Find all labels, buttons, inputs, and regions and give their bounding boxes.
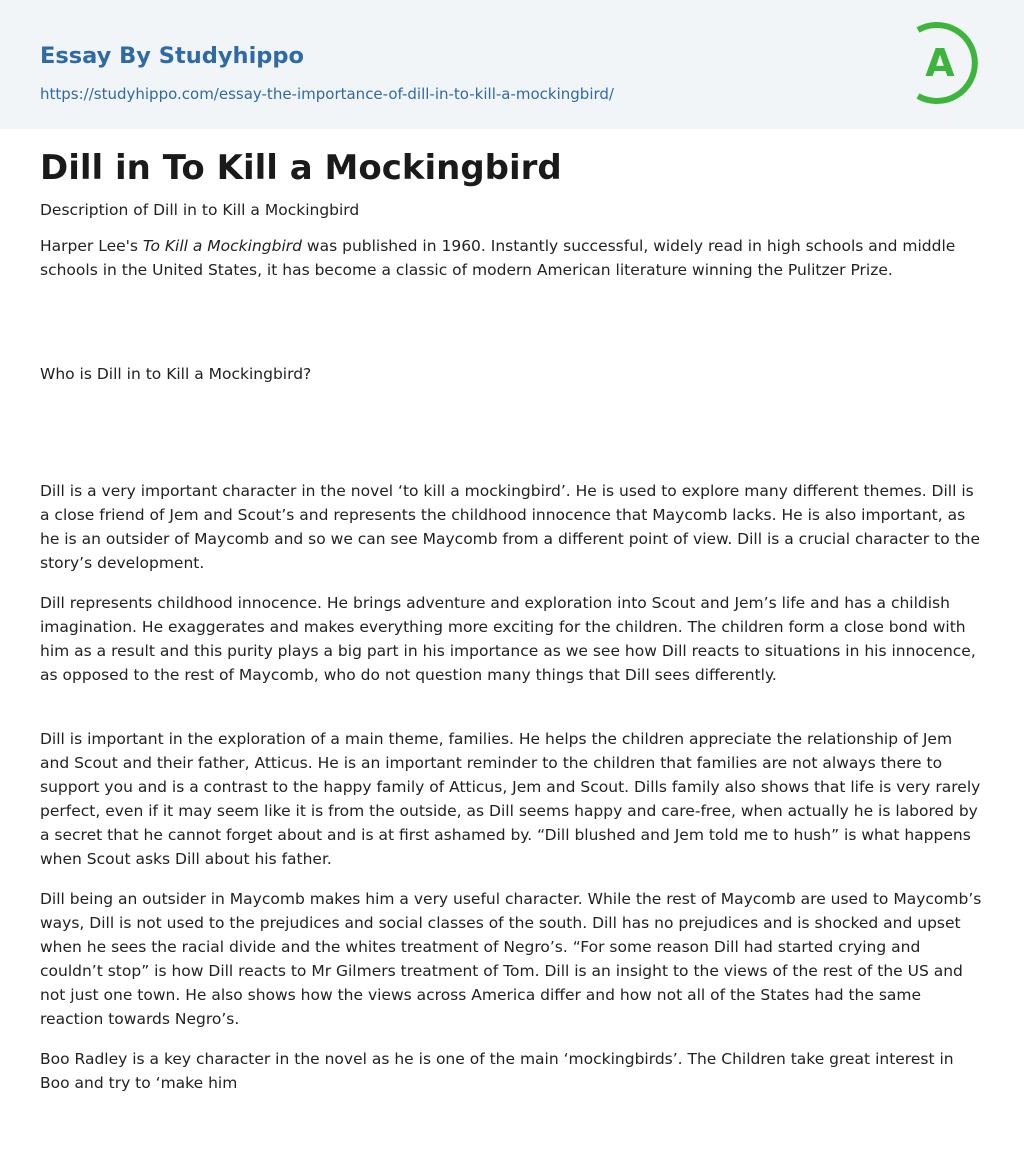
- section-question: Who is Dill in to Kill a Mockingbird?: [40, 365, 312, 383]
- body-paragraph: Dill being an outsider in Maycomb makes him a very useful character. While the rest of Maycomb are used to Maycomb’s ways, Dill is not used to the prejudices and social classes of the south. Dill has no prejudices and is shocked and upset when he sees the racial divide and the whites treatment of Negro’s. “For some reason Dill had started crying and couldn’t stop” is how Dill reacts to Mr Gilmers treatment of Tom. Dill is an insight to the views of the rest of the US and not just one town. He also shows how the views across America differ and how not all of the States had the same reaction towards Negro’s.: [40, 890, 982, 1028]
- page-title: Dill in To Kill a Mockingbird: [40, 148, 562, 188]
- brand-name[interactable]: Essay By Studyhippo: [40, 43, 304, 69]
- logo-letter: A: [925, 41, 955, 85]
- body-paragraph: Boo Radley is a key character in the novel as he is one of the main ‘mockingbirds’. The Children take great interest in Boo and try to ‘make him: [40, 1050, 954, 1092]
- body-paragraph: Dill is important in the exploration of a main theme, families. He helps the children appreciate the relationship of Jem and Scout and their father, Atticus. He is an important reminder to the children that families are not always there to support you and is a contrast to the happy family of Atticus, Jem and Scout. Dills family also shows that life is very rarely perfect, even if it may seem like it is from the outside, as Dill seems happy and care-free, when actually he is labored by a secret that he cannot forget about and is at first ashamed by. “Dill blushed and Jem told me to hush” is what happens when Scout asks Dill about his father.: [40, 730, 981, 868]
- intro-paragraph: Harper Lee's To Kill a Mockingbird was published in 1960. Instantly successful, widely read in high schools and middle schools in the United States, it has become a classic of modern American literature winning the Pulitzer Prize.: [40, 237, 956, 279]
- body-paragraph: Dill is a very important character in the novel ‘to kill a mockingbird’. He is used to explore many different themes. Dill is a close friend of Jem and Scout’s and represents the childhood innocence that Maycomb lacks. He is also important, as he is an outsider of Maycomb and so we can see Maycomb from a different point of view. Dill is a crucial character to the story’s development.: [40, 482, 981, 572]
- essay-url-link[interactable]: https://studyhippo.com/essay-the-importance-of-dill-in-to-kill-a-mockingbird/: [40, 85, 614, 103]
- body-paragraph: Dill represents childhood innocence. He brings adventure and exploration into Scout and Jem’s life and has a childish imagination. He exaggerates and makes everything more exciting for the children. The children form a close bond with him as a result and this purity plays a big part in his importance as we see how Dill reacts to situations in his innocence, as opposed to the rest of Maycomb, who do not question many things that Dill sees differently.: [40, 594, 976, 684]
- book-title: To Kill a Mockingbird: [142, 237, 302, 255]
- page-subtitle: Description of Dill in to Kill a Mockingbird: [40, 201, 360, 219]
- studyhippo-logo-icon[interactable]: [910, 18, 988, 108]
